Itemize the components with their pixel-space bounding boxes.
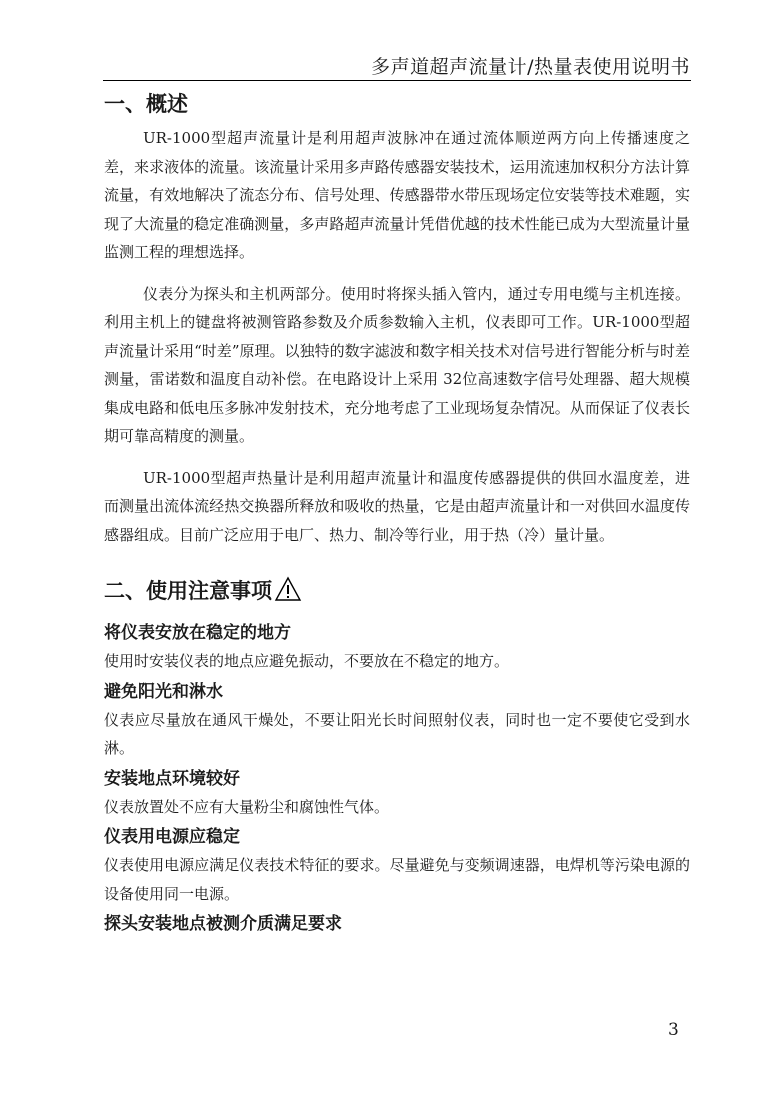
overview-paragraph: 仪表分为探头和主机两部分。使用时将探头插入管内，通过专用电缆与主机连接。利用主机上的键盘将被测管路参数及介质参数输入主机，仪表即可工作。UR-1000型超声流量计采用“时差”原理。以独特的数字滤波和数字相关技术对信号进行智能分析与时差测量，雷诺数和温度自动补偿。在电路设计上采用 32位高速数字信号处理器、超大规模集成电路和低电压多脉冲发射技术，充分地考虑了工业现场复杂情况。从而保证了仪表长期可靠高精度的测量。 xyxy=(104,284,690,445)
section-heading-precautions-row xyxy=(104,575,690,607)
section-heading-overview: 一、概述 xyxy=(104,92,188,116)
page-number: 3 xyxy=(668,1020,679,1040)
section-heading-precautions: 二、使用注意事项 xyxy=(104,579,272,603)
precaution-title: 探头安装地点被测介质满足要求 xyxy=(104,914,342,934)
precaution-title: 仪表用电源应稳定 xyxy=(104,827,240,847)
header-title: 多声道超声流量计/热量表使用说明书 xyxy=(371,56,690,78)
page-content xyxy=(104,88,690,938)
overview-paragraph: UR-1000型超声热量计是利用超声流量计和温度传感器提供的供回水温度差，进而测量出流体流经热交换器所释放和吸收的热量，它是由超声流量计和一对供回水温度传感器组成。目前广泛应用于电厂、热力、制冷等行业，用于热（冷）量计量。 xyxy=(104,468,690,544)
precaution-text: 使用时安装仪表的地点应避免振动，不要放在不稳定的地方。 xyxy=(104,652,510,670)
precaution-text: 仪表放置处不应有大量粉尘和腐蚀性气体。 xyxy=(104,797,390,816)
precaution-title: 将仪表安放在稳定的地方 xyxy=(104,623,291,643)
precaution-title: 安装地点环境较好 xyxy=(104,768,240,789)
header-rule xyxy=(103,80,691,81)
precaution-title: 避免阳光和淋水 xyxy=(104,681,223,702)
precaution-text: 仪表应尽量放在通风干燥处，不要让阳光长时间照射仪表，同时也一定不要使它受到水淋。 xyxy=(104,710,690,757)
precaution-text: 仪表使用电源应满足仪表技术特征的要求。尽量避免与变频调速器，电焊机等污染电源的设备使用同一电源。 xyxy=(104,856,690,903)
overview-paragraph: UR-1000型超声流量计是利用超声波脉冲在通过流体顺逆两方向上传播速度之差，来求液体的流量。该流量计采用多声路传感器安装技术，运用流速加权积分方法计算流量，有效地解决了流态分布、信号处理、传感器带水带压现场定位安装等技术难题，实现了大流量的稳定准确测量，多声路超声流量计凭借优越的技术性能已成为大型流量计量监测工程的理想选择。 xyxy=(104,129,690,261)
warning-triangle-icon xyxy=(274,576,302,606)
